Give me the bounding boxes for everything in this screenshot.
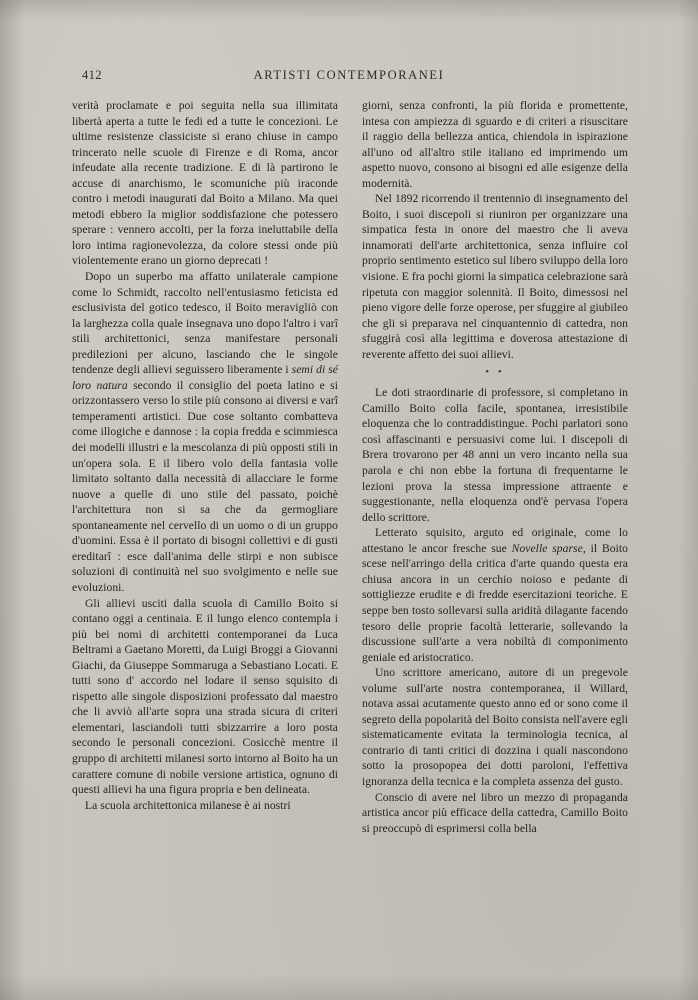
paragraph: Nel 1892 ricorrendo il trentennio di insegnamento del Boito, i suoi discepoli si riuniron per organizzare una simpatica festa in onore del maestro che li aveva innamorati dell'arte architettonica, senza influire col proprio sentimento estetico sul libero sviluppo della loro visione. E fra pochi giorni la simpatica celebrazione sarà ripetuta con maggior solennità. Il Boito, dimessosi nel pieno vigore delle forze operose, per sfuggire al giubileo che gli si preparava nel cinquantennio di cattedra, non sfuggirà così alla legittima e doverosa attestazione di reverente affetto dei suoi allievi. <box>362 192 628 361</box>
paragraph: Dopo un superbo ma affatto unilaterale campione come lo Schmidt, raccolto nell'entusiasmo feticista ed esclusivista del gotico tedesco, il Boito meravigliò con la larghezza colla quale insegnava uno dopo l'altro i varî stili architettonici, senza manifestare personali predilezioni per alcuno, lasciando che le singole tendenze degli allievi seguissero liberamente i semi di sé loro natura secondo il consiglio del poeta latino e si orizzontassero verso lo stile più consono ai diversi e varî temperamenti artistici. Due cose soltanto combatteva come illogiche e dannose : la copia fredda e scimmiesca dei modelli illustri e la mescolanza di più opposti stili in un'opera sola. E il libero volo della fantasia volle limitato soltanto dalla necessità di allacciare le forme nuove a quelle di uno stile del passato, poichè l'architettura non si sa che da germogliare spontaneamente nel cervello di un uomo o di un gruppo d'uomini. Essa è il portato di bisogni collettivi e di gusti ereditarî : esce dall'anima delle stirpi e non subisce soluzioni di continuità nel suo svolgimento e nelle sue evoluzioni. <box>72 270 338 594</box>
page-edge-shadow-top <box>0 0 698 22</box>
left-column <box>72 98 338 836</box>
paragraph: Conscio di avere nel libro un mezzo di propaganda artistica ancor più efficace della cattedra, Camillo Boito si preoccupò di esprimersi colla bella <box>362 790 628 835</box>
paragraph: Uno scrittore americano, autore di un pregevole volume sull'arte nostra contemporanea, il Willard, notava assai acutamente questo anno ed or sono come il segreto della popolarità del Boito consista nell'avere egli sistematicamente evitata la terminologia tecnica, al contrario di tanti critici di dozzina i quali nascondono sotto la prosopopea dei dotti paroloni, l'effettiva ignoranza della tecnica e la completa assenza del gusto. <box>362 666 628 788</box>
page-edge-shadow-bottom <box>0 974 698 1000</box>
paragraph: Le doti straordinarie di professore, si completano in Camillo Boito colla facile, spontanea, irresistibile eloquenza che lo contraddistingue. Pochi parlatori sono così affascinanti e persuasivi come lui. I discepoli di Brera trovarono per 48 anni un vero incanto nella sua parola e chi non ebbe la fortuna di frequentarne le lezioni prova la stessa impressione attraente e suggestionante, nella eloquenza ond'è pervasa l'opera dello scrittore. <box>362 386 628 524</box>
running-title: ARTISTI CONTEMPORANEI <box>253 68 445 82</box>
page-edge-shadow-right <box>678 0 698 1000</box>
paragraph: verità proclamate e poi seguita nella sua illimitata libertà aperta a tutte le fedi ed a tutte le concezioni. Le ultime resistenze classiciste si erano chiuse in campo trincerato nelle scuole di Firenze e di Roma, ancor infeudate alla recente tradizione. E di là partirono le accuse di anarchismo, le scomuniche più iraconde contro i metodi inaugurati dal Boito a Milano. Ma quei metodi ebbero la miglior soddisfazione che potessero sperare : vennero accolti, per la forza ineluttabile della loro intima ragionevolezza, da colore stessi onde più violentemente erano un giorno deprecati ! <box>72 99 338 268</box>
paragraph: Gli allievi usciti dalla scuola di Camillo Boito si contano oggi a centinaia. E il lungo elenco contempla i più bei nomi di architetti contemporanei da Luca Beltrami a Gaetano Moretti, da Luigi Broggi a Giovanni Giachi, da Giuseppe Sommaruga a Sebastiano Locati. E tutti sono d' accordo nel lodare il senso squisito di rispetto alle singole disposizioni professato dal maestro che li avviò all'arte sopra una strada sicura di criteri elementari, lasciandoli tutti sbizzarrire a loro posta secondo le personali concezioni. Cosicchè mentre il gruppo di architetti milanesi sorto intorno al Boito ha un carattere comune di nobile versione artistica, ognuno di questi allievi ha una figura propria e ben delineata. <box>72 596 338 797</box>
section-divider <box>362 362 628 385</box>
paragraph: La scuola architettonica milanese è ai nostri <box>85 798 291 812</box>
page-edge-shadow-left <box>0 0 26 1000</box>
paragraph: Letterato squisito, arguto ed originale, come lo attestano le ancor fresche sue Novelle sparse, il Boito scese nell'arringo della critica d'arte quando questa era chiusa ancora in un cerchio noioso e pedante di sottigliezze erudite e di fredde esercitazioni teoriche. E seppe ben tosto sollevarsi sulla aridità dilagante facendo tesoro delle proprie facoltà letterarie, sollevando la discussione sull'arte a vera nobiltà di componimento geniale ed aristocratico. <box>362 526 628 664</box>
page-header <box>60 68 638 84</box>
right-column <box>362 98 628 836</box>
divider-dots: • • <box>485 366 505 379</box>
page-number: 412 <box>82 68 102 82</box>
paragraph: giorni, senza confronti, la più florida e promettente, intesa con ampiezza di sguardo e di criteri a risuscitare il raggio della bellezza antica, chiendola in ispirazione all'uno od all'altro stile italiano ed imprimendo um aspetto nuovo, consono ai bisogni ed alle esigenze della modernità. <box>362 99 628 190</box>
text-columns <box>72 98 628 836</box>
